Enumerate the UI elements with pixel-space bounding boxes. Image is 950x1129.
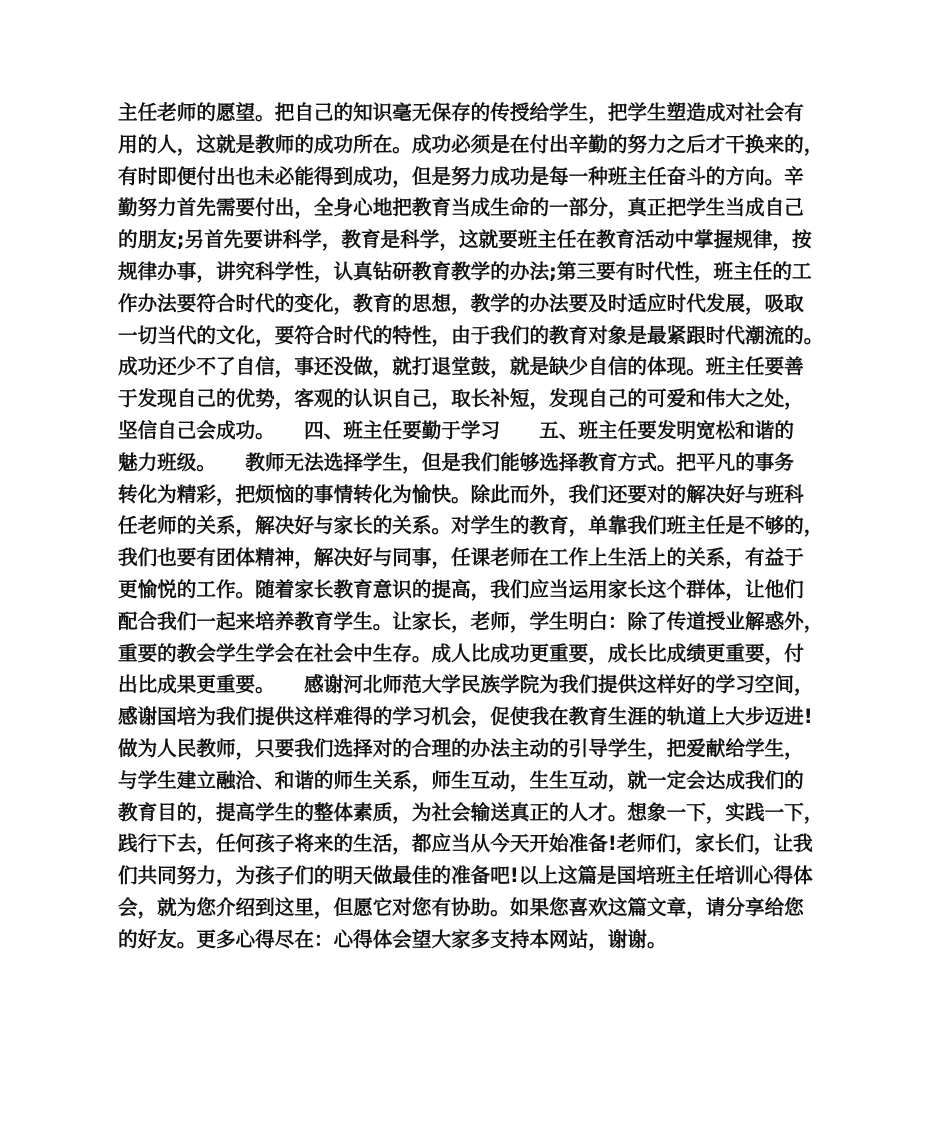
text-line: 一切当代的文化，要符合时代的特性，由于我们的教育对象是最紧跟时代潮流的。 <box>118 323 824 347</box>
text-line: 规律办事，讲究科学性，认真钻研教育教学的办法;第三要有时代性，班主任的工 <box>118 259 812 283</box>
text-line: 践行下去，任何孩子将来的生活，都应当从今天开始准备!老师们，家长们，让我 <box>118 832 813 856</box>
text-line: 转化为精彩，把烦恼的事情转化为愉快。除此而外，我们还要对的解决好与班科 <box>118 482 804 506</box>
text-line: 的好友。更多心得尽在：心得体会望大家多支持本网站，谢谢。 <box>118 927 667 951</box>
text-line: 重要的教会学生学会在社会中生存。成人比成功更重要，成长比成绩更重要，付 <box>118 641 804 665</box>
text-line: 的朋友;另首先要讲科学，教育是科学，这就要班主任在教育活动中掌握规律，按 <box>118 228 812 252</box>
text-line: 们共同努力，为孩子们的明天做最佳的准备吧!以上这篇是国培班主任培训心得体 <box>118 864 813 888</box>
text-line: 勤努力首先需要付出，全身心地把教育当成生命的一部分，真正把学生当成自己 <box>118 196 804 220</box>
text-line: 成功还少不了自信，事还没做，就打退堂鼓，就是缺少自信的体现。班主任要善 <box>118 355 804 379</box>
text-line: 更愉悦的工作。随着家长教育意识的提高，我们应当运用家长这个群体，让他们 <box>118 577 804 601</box>
text-line: 用的人，这就是教师的成功所在。成功必须是在付出辛勤的努力之后才干换来的， <box>118 132 824 156</box>
text-line: 配合我们一起来培养教育学生。让家长，老师，学生明白：除了传道授业解惑外， <box>118 609 824 633</box>
body-text <box>118 97 834 956</box>
text-line: 感谢国培为我们提供这样难得的学习机会，促使我在教育生涯的轨道上大步迈进! <box>118 705 813 729</box>
text-line: 魅力班级。 教师无法选择学生，但是我们能够选择教育方式。把平凡的事务 <box>118 450 794 474</box>
text-line: 与学生建立融洽、和谐的师生关系，师生互动，生生互动，就一定会达成我们的 <box>118 768 804 792</box>
text-line: 我们也要有团体精神，解决好与同事，任课老师在工作上生活上的关系，有益于 <box>118 546 804 570</box>
text-line: 主任老师的愿望。把自己的知识毫无保存的传授给学生，把学生塑造成对社会有 <box>118 101 804 124</box>
text-line: 做为人民教师，只要我们选择对的合理的办法主动的引导学生，把爱献给学生， <box>118 736 804 760</box>
text-line: 任老师的关系，解决好与家长的关系。对学生的教育，单靠我们班主任是不够的， <box>118 514 824 538</box>
text-line: 作办法要符合时代的变化，教育的思想，教学的办法要及时适应时代发展，吸取 <box>118 291 804 315</box>
text-line: 坚信自己会成功。 四、班主任要勤于学习 五、班主任要发明宽松和谐的 <box>118 418 794 442</box>
text-line: 于发现自己的优势，客观的认识自己，取长补短，发现自己的可爱和伟大之处， <box>118 387 804 411</box>
text-line: 教育目的，提高学生的整体素质，为社会输送真正的人才。想象一下，实践一下， <box>118 800 824 824</box>
text-line: 会，就为您介绍到这里，但愿它对您有协助。如果您喜欢这篇文章，请分享给您 <box>118 895 804 919</box>
text-line: 出比成果更重要。 感谢河北师范大学民族学院为我们提供这样好的学习空间， <box>118 673 814 697</box>
text-line: 有时即便付出也未必能得到成功，但是努力成功是每一种班主任奋斗的方向。辛 <box>118 164 804 188</box>
